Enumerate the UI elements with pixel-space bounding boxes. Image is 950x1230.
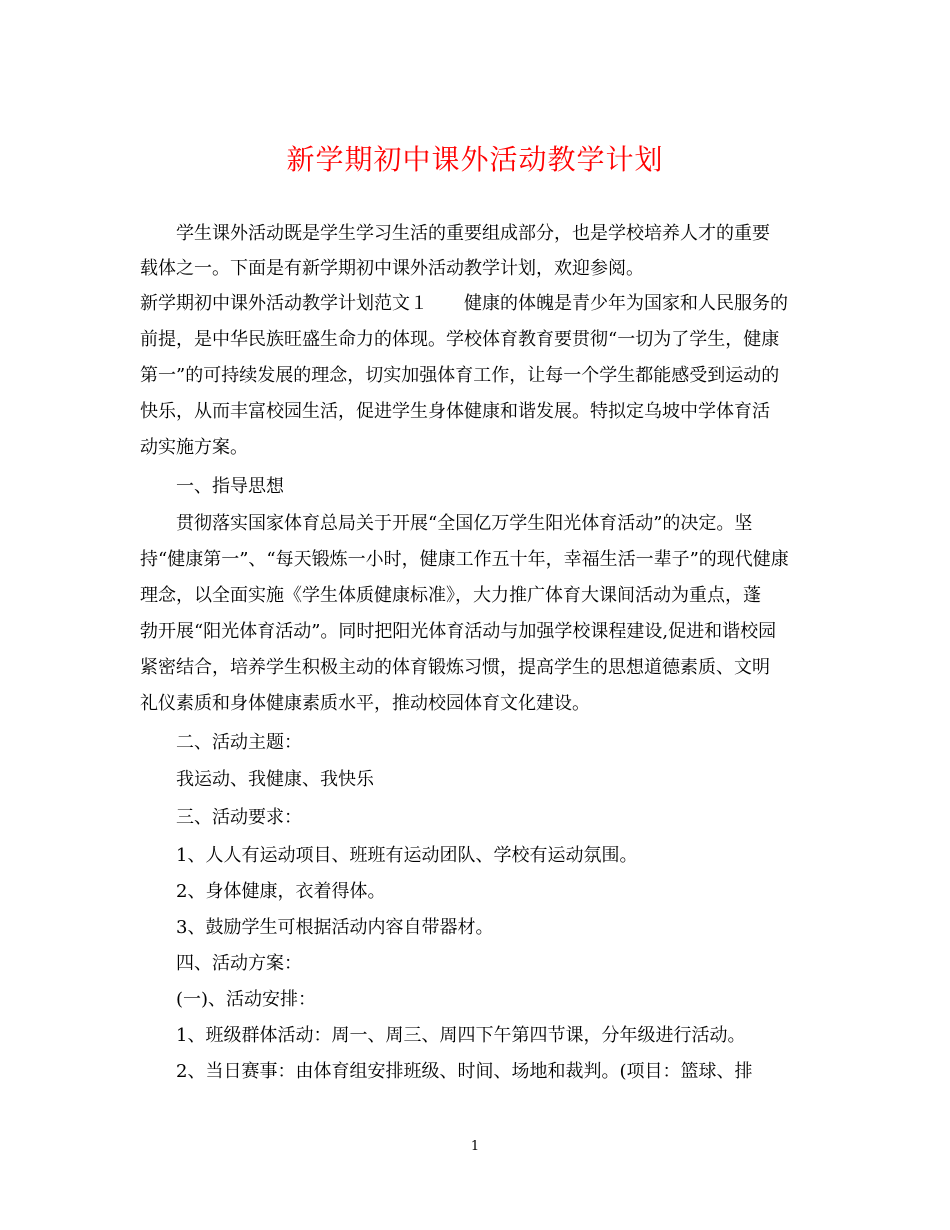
paragraph-line: 前提，是中华民族旺盛生命力的体现。学校体育教育要贯彻“一切为了学生，健康 [140, 329, 780, 350]
paragraph-line: 贯彻落实国家体育总局关于开展“全国亿万学生阳光体育活动”的决定。坚 [140, 513, 753, 534]
document-title: 新学期初中课外活动教学计划 [286, 143, 664, 176]
section-heading: 二、活动主题： [140, 732, 302, 753]
paragraph-line: 新学期初中课外活动教学计划范文１ 健康的体魄是青少年为国家和人民服务的 [140, 293, 788, 314]
paragraph-line: 动实施方案。 [140, 437, 248, 458]
list-item: 2、身体健康，衣着得体。 [140, 881, 386, 902]
list-item: 2、当日赛事：由体育组安排班级、时间、场地和裁判。(项目：篮球、排 [140, 1061, 753, 1082]
subsection-heading: (一)、活动安排： [140, 989, 317, 1010]
paragraph-line: 礼仪素质和身体健康素质水平，推动校园体育文化建设。 [140, 693, 590, 714]
section-heading: 四、活动方案： [140, 953, 302, 974]
list-item: 3、鼓励学生可根据活动内容自带器材。 [140, 917, 494, 938]
paragraph-line: 快乐，从而丰富校园生活，促进学生身体健康和谐发展。特拟定乌坡中学体育活 [140, 401, 770, 422]
paragraph-line: 持“健康第一”、“每天锻炼一小时，健康工作五十年，幸福生活一辈子”的现代健康 [140, 549, 789, 570]
paragraph-line: 勃开展“阳光体育活动”。同时把阳光体育活动与加强学校课程建设,促进和谐校园 [140, 621, 777, 642]
paragraph-line: 理念，以全面实施《学生体质健康标准》，大力推广体育大课间活动为重点，蓬 [140, 585, 761, 606]
paragraph-line: 第一”的可持续发展的理念，切实加强体育工作，让每一个学生都能感受到运动的 [140, 365, 780, 386]
list-item: 1、班级群体活动：周一、周三、周四下午第四节课，分年级进行活动。 [140, 1025, 746, 1046]
paragraph-line: 学生课外活动既是学生学习生活的重要组成部分，也是学校培养人才的重要 [140, 223, 770, 244]
paragraph-line: 载体之一。下面是有新学期初中课外活动教学计划，欢迎参阅。 [140, 258, 644, 279]
paragraph-line: 我运动、我健康、我快乐 [140, 769, 374, 790]
list-item: 1、人人有运动项目、班班有运动团队、学校有运动氛围。 [140, 845, 638, 866]
section-heading: 三、活动要求： [140, 807, 302, 828]
page-number: 1 [470, 1139, 480, 1154]
paragraph-line: 紧密结合，培养学生积极主动的体育锻炼习惯，提高学生的思想道德素质、文明 [140, 657, 770, 678]
section-heading: 一、指导思想 [140, 476, 284, 497]
